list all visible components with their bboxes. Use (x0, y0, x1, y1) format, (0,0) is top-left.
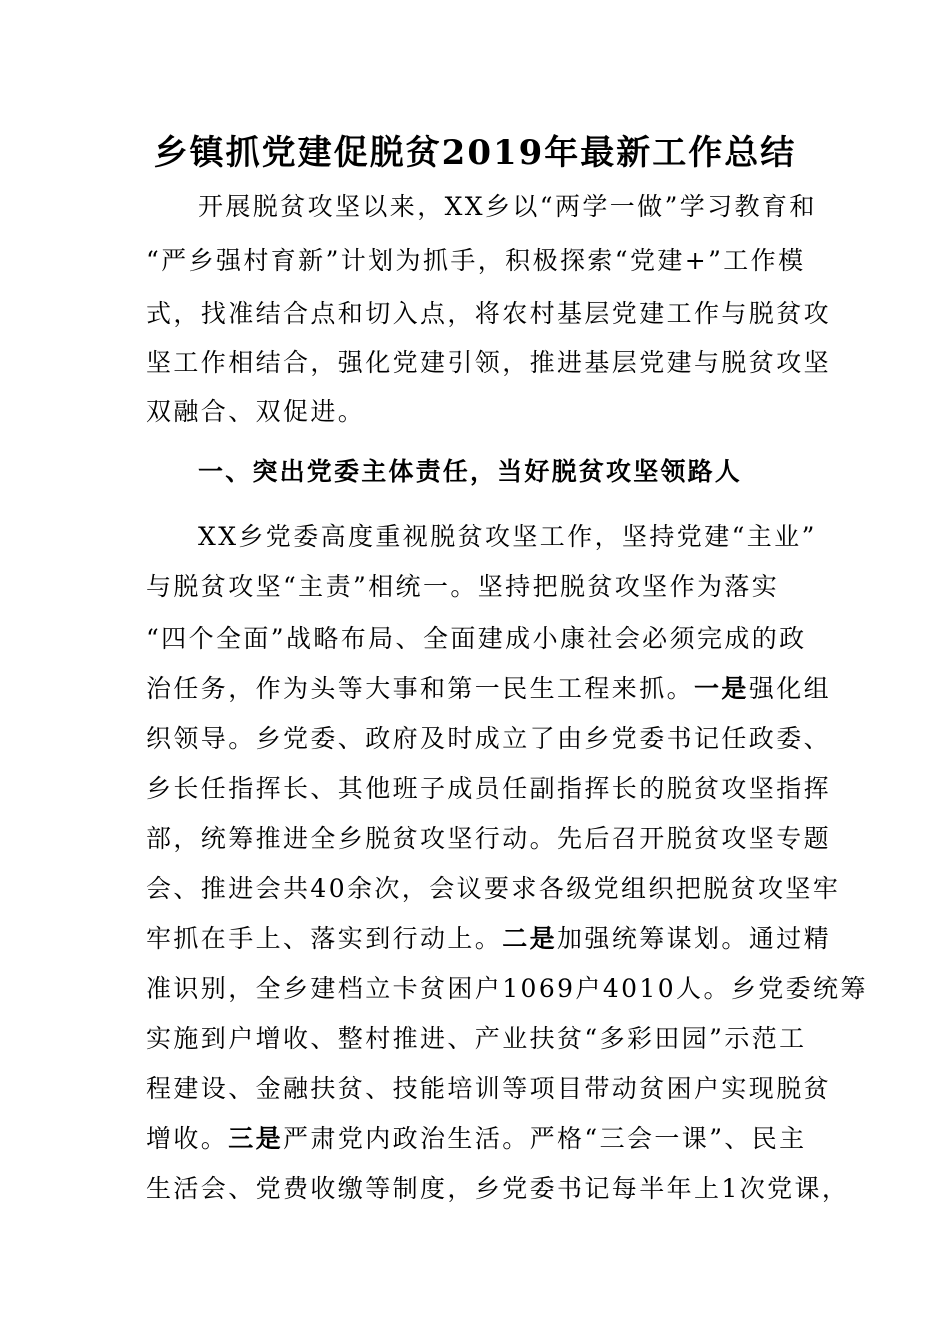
body-line: 织领导。乡党委、政府及时成立了由乡党委书记任政委、 (146, 724, 832, 753)
body-line: 准识别，全乡建档立卡贫困户1069户4010人。乡党委统筹 (146, 974, 868, 1003)
body-line: 与脱贫攻坚“主责”相统一。坚持把脱贫攻坚作为落实 (146, 572, 780, 601)
intro-line: 坚工作相结合，强化党建引领，推进基层党建与脱贫攻坚 (146, 348, 832, 377)
body-line (146, 919, 950, 959)
body-text: 牢抓在手上、落实到行动上。 (146, 924, 503, 953)
body-line: 实施到户增收、整村推进、产业扶贫“多彩田园”示范工 (146, 1024, 807, 1053)
emphasis-text: 一是 (694, 674, 749, 703)
emphasis-text: 三是 (228, 1124, 284, 1153)
intro-line: 开展脱贫攻坚以来，XX乡以“两学一做”学习教育和 (198, 192, 817, 221)
body-line: 乡长任指挥长、其他班子成员任副指挥长的脱贫攻坚指挥 (146, 774, 832, 803)
body-line: 程建设、金融扶贫、技能培训等项目带动贫困户实现脱贫 (146, 1074, 832, 1103)
section-heading: 一、突出党委主体责任，当好脱贫攻坚领路人 (198, 457, 743, 486)
emphasis-text: 二是 (502, 924, 558, 953)
body-line (146, 1119, 950, 1159)
body-line: 部，统筹推进全乡脱贫攻坚行动。先后召开脱贫攻坚专题 (146, 824, 832, 853)
body-text: 强化组 (748, 674, 832, 703)
intro-line: 双融合、双促进。 (146, 397, 366, 426)
body-line: “四个全面”战略布局、全面建成小康社会必须完成的政 (146, 624, 807, 653)
body-line: XX乡党委高度重视脱贫攻坚工作，坚持党建“主业” (198, 522, 817, 551)
body-line: 生活会、党费收缴等制度，乡党委书记每半年上1次党课， (146, 1174, 850, 1203)
intro-line: “严乡强村育新”计划为抓手，积极探索“党建+”工作模 (146, 246, 806, 275)
body-text: 加强统筹谋划。通过精 (557, 924, 832, 953)
body-line (146, 669, 950, 709)
body-text: 治任务，作为头等大事和第一民生工程来抓。 (146, 674, 695, 703)
intro-line: 式，找准结合点和切入点，将农村基层党建工作与脱贫攻 (146, 299, 832, 328)
document-title: 乡镇抓党建促脱贫2019年最新工作总结 (153, 133, 797, 173)
body-line: 会、推进会共40余次，会议要求各级党组织把脱贫攻坚牢 (146, 874, 841, 903)
body-text: 严肃党内政治生活。严格“三会一课”、民主 (283, 1124, 807, 1153)
body-text: 增收。 (146, 1124, 229, 1153)
